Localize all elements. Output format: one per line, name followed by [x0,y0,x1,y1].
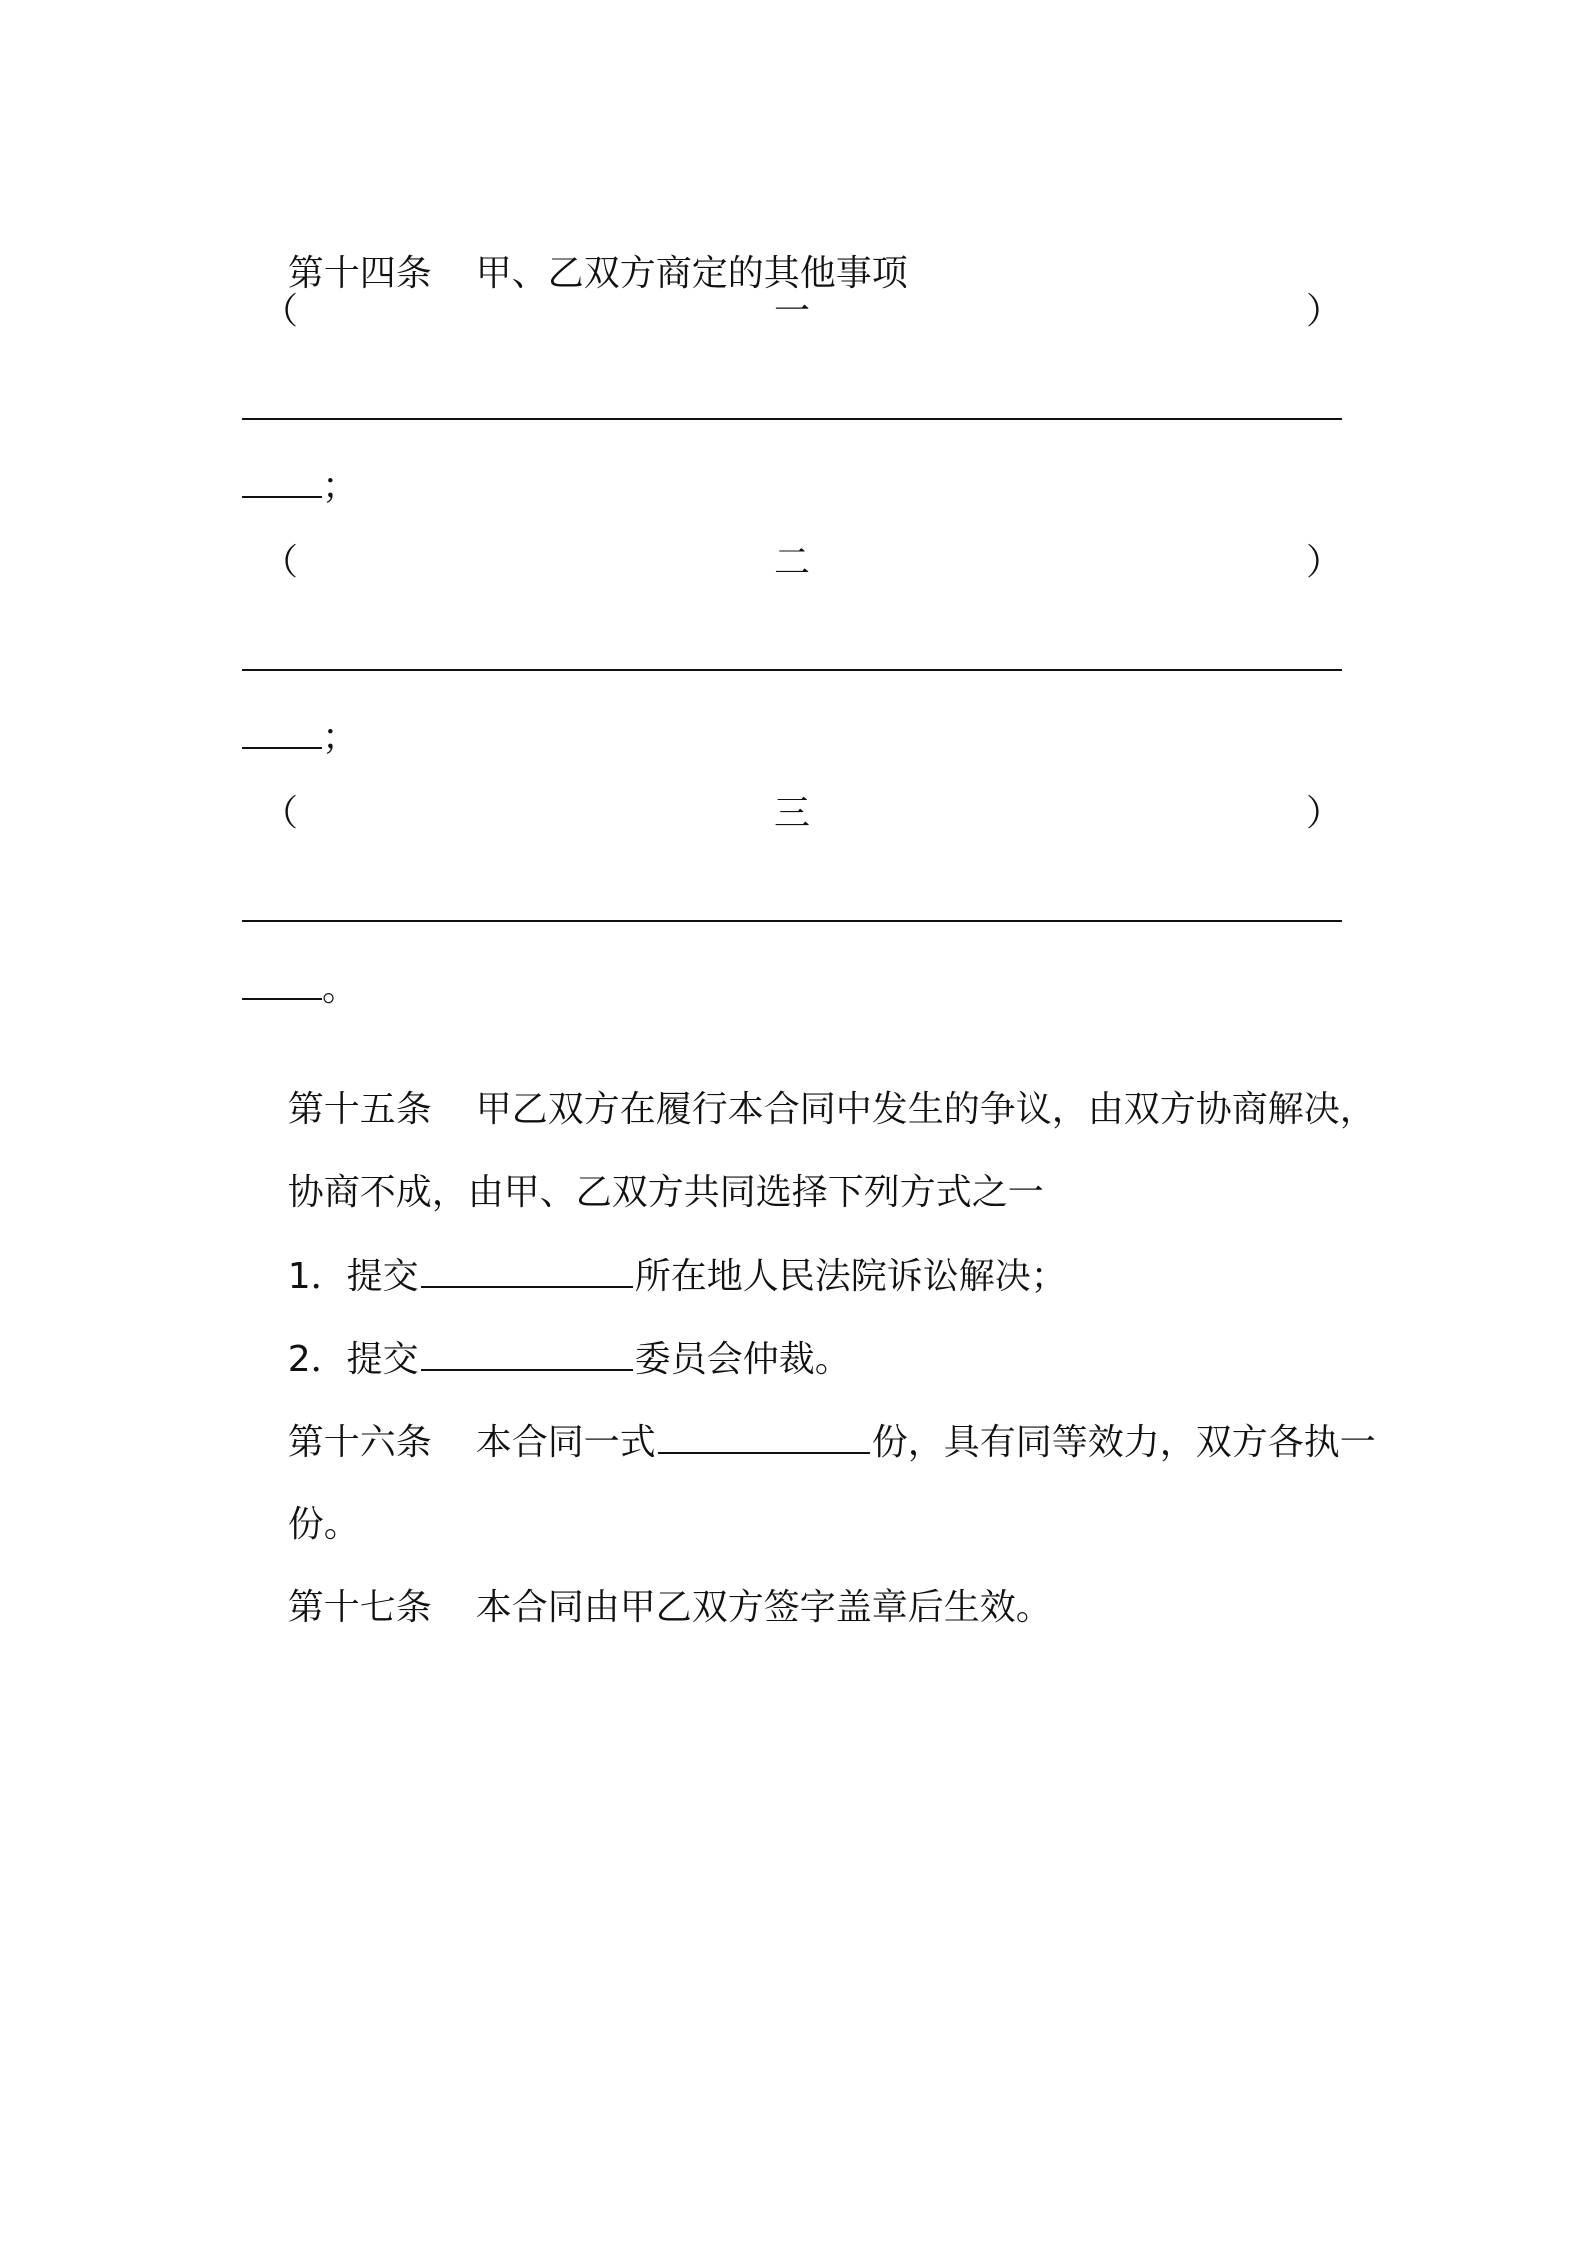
article-15-text-1: 甲乙双方在履行本合同中发生的争议，由双方协商解决， [475,1089,1376,1130]
article-16-prefix: 本合同一式 [475,1422,656,1463]
item-one-fill-tail[interactable] [242,462,322,498]
article-16-title: 第十六条 [287,1422,432,1463]
option-2-prefix: 2．提交 [287,1339,419,1380]
article-17-text: 本合同由甲乙双方签字盖章后生效。 [475,1587,1052,1628]
item-two-fill-tail[interactable] [242,713,322,749]
item-two-fill-end [242,713,358,757]
item-one-number: 一 [773,291,810,332]
item-two-left-paren: （ [262,542,299,583]
copies-count-blank[interactable] [658,1420,870,1454]
article-16-suffix: 份，具有同等效力，双方各执一 [871,1422,1376,1463]
item-one-right-paren: ） [1305,291,1342,332]
item-three-fill-line[interactable] [242,920,1342,922]
article-14-text: 甲、乙双方商定的其他事项 [475,253,908,294]
article-15-text-2: 协商不成，由甲、乙双方共同选择下列方式之一 [287,1172,1044,1213]
item-two-right-paren: ） [1305,542,1342,583]
item-three-row [242,792,1342,842]
item-one-fill-end [242,462,358,506]
arbitration-committee-blank[interactable] [421,1337,633,1371]
item-three-fill-end [242,964,358,1008]
item-three-number: 三 [773,793,810,834]
item-two-end-punct: ； [322,717,359,758]
item-two-row [242,541,1342,591]
item-one-fill-line[interactable] [242,418,1342,420]
option-1-suffix: 所在地人民法院诉讼解决； [634,1256,1067,1297]
item-one-row [242,290,1342,340]
item-two-number: 二 [773,542,810,583]
article-17-line [242,1542,1362,1674]
item-three-left-paren: （ [262,793,299,834]
article-17-title: 第十七条 [287,1587,432,1628]
court-location-blank[interactable] [421,1254,633,1288]
article-16-text-2: 份。 [287,1504,360,1545]
option-2-suffix: 委员会仲裁。 [634,1339,851,1380]
item-three-end-punct: 。 [322,968,359,1009]
article-14-title: 第十四条 [287,253,432,294]
option-1-prefix: 1．提交 [287,1256,419,1297]
item-one-end-punct: ； [322,466,359,507]
item-three-fill-tail[interactable] [242,964,322,1000]
item-one-left-paren: （ [262,291,299,332]
item-three-right-paren: ） [1305,793,1342,834]
article-15-title: 第十五条 [287,1089,432,1130]
item-two-fill-line[interactable] [242,669,1342,671]
